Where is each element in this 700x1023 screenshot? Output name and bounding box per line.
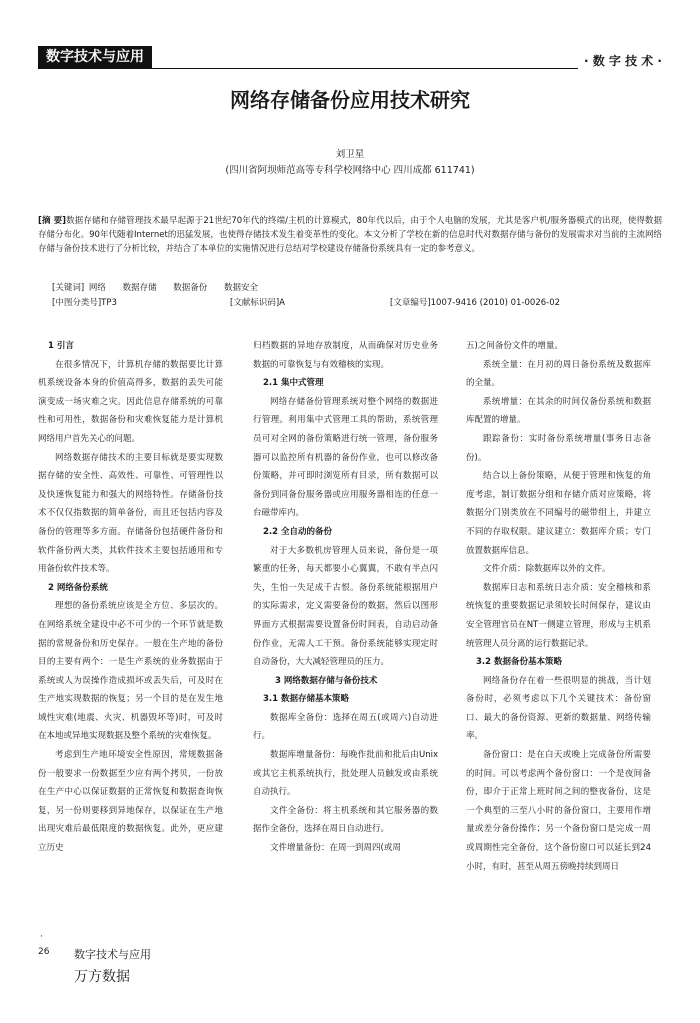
paragraph: 在很多情况下，计算机存储的数据要比计算机系统设备本身的价值高得多，数据的丢失可能演变成一场灾难之灾。因此信息存储系统的可靠性和可用性，数据备份和灾难恢复能力是计算机网络用户首先关心的问题。 [38,359,223,444]
subsection-heading: 2.2 全自动的备份 [263,526,333,537]
column-1 [38,337,223,937]
paragraph: 结合以上备份策略，从便于管理和恢复的角度考虑，制订数据分组和存储介质对应策略，将数据分门别类放在不同编号的磁带组上，并建立不同的存取权限。建议建立：数据库介质；专门放置数据库信息。 [466,471,651,556]
affiliation: (四川省阿坝师范高等专科学校网络中心 四川成都 611741) [225,165,475,176]
section-tag: 数字技术与应用 [38,46,152,68]
page-number: 26 [38,947,50,957]
section-heading: 1 引言 [48,341,74,351]
section-heading: 2 网络备份系统 [48,582,108,593]
paragraph: 系统全量：在月初的周日备份系统及数据库的全量。 [466,359,651,389]
column-3 [466,337,651,937]
paragraph: 文件全备份：将主机系统和其它服务器的数据作全备份，选择在周日自动进行。 [253,805,438,835]
paragraph: 数据库增量备份：每晚作批前和批后由Unix或其它主机系统执行，批处理人员触发或由系统自动执行。 [253,750,438,798]
paragraph: 五)之间备份文件的增量。 [466,341,563,351]
paragraph: 考虑到生产地环境安全性原因，常规数据备份一般要求一份数据至少应有两个拷贝，一份放在生产中心以保证数据的正常恢复和数据查询恢复，另一份则要移到异地保存，以保证在生产地出现灾难后最低限度的数据恢复。此外，更应建立历史 [38,750,223,854]
paragraph: 网络数据存储技术的主要目标就是要实现数据存储的安全性、高效性、可靠性、可管理性以及快速恢复能力和强大的网络特性。存储备份技术不仅仅指数据的简单备份，而且还包括内容及备份的管理等多方面。存储备份包括硬件备份和软件备份两大类，其软件技术主要包括通用和专用备份软件技术等。 [38,452,223,575]
footer-dot: · [40,932,43,942]
abstract [38,214,662,256]
paragraph: 归档数据的异地存放制度，从而确保对历史业务数据的可靠恢复与有效稽核的实现。 [253,341,438,370]
paragraph: 数据库日志和系统日志介质：安全稽核和系统恢复的重要数据记录须较长时间保存，建议由安全管理官员在NT一侧建立管理，形成与主机系统管理人员分离的运行数据记录。 [466,582,651,649]
section-heading: 3 网络数据存储与备份技术 [275,675,378,686]
keyword: 数据安全 [224,283,259,293]
article-title: 网络存储备份应用技术研究 [230,88,470,112]
paragraph: 文件介质：除数据库以外的文件。 [483,564,611,575]
paragraph: 文件增量备份：在周一到周四(或周 [270,843,401,854]
paragraph: 网络备份存在着一些很明显的挑战，当计划备份时，必须考虑以下几个关键技术：备份窗口、最大的备份资源、更新的数据量、网络传输率。 [466,675,651,742]
footer-watermark: 万方数据 [74,969,130,985]
subsection-heading: 3.1 数据存储基本策略 [263,694,350,705]
paragraph: 系统增量：在其余的时间仅备份系统和数据库配置的增量。 [466,396,651,426]
keywords [52,281,272,293]
paragraph: 数据库全备份：选择在周五(或周六)自动进行。 [253,712,438,742]
article-number: [文章编号]1007-9416 (2010) 01-0026-02 [390,298,561,308]
footer-journal-name: 数字技术与应用 [74,948,151,961]
paragraph: 理想的备份系统应该是全方位、多层次的。在网络系统全建设中必不可少的一个环节就是数据的常规备份和历史保存。一般在生产地的备份目的主要有两个：一是生产系统的业务数据由于系统或人为误操作造成损坏或丢失后，可及时在生产地实现数据的恢复；另一个目的是在发生地域性灾难(地震、火灾、机器毁坏等)时，可及时在本地或异地实现数据及整个系统的灾难恢复。 [38,601,223,742]
clc-number: [中图分类号]TP3 [52,298,117,308]
paragraph: 网络存储备份管理系统对整个网络的数据进行管理。利用集中式管理工具的帮助，系统管理员可对全网的备份策略进行统一管理，备份服务器可以监控所有机器的备份作业，也可以修改备份策略，并可即时浏览所有目录，所有数据可以备份到同备份服务器或应用服务器相连的任意一台磁带库内。 [253,396,438,519]
abstract-label: [摘 要] [38,216,67,226]
keyword: 网络 [88,283,106,293]
column-2 [253,337,438,937]
paragraph: 备份窗口：是在白天或晚上完成备份所需要的时间。可以考虑两个备份窗口：一个是夜间备份，即介于正常上班时间之间的整夜备份，这是一个典型的三至八小时的备份窗口，主要用作增量或差分备份操作；另一个备份窗口是完成一周或周期性完全备份，这个备份窗口可以延长到24小时，有时，甚至从周五傍晚持续到周日 [466,750,651,872]
subsection-heading: 3.2 数据备份基本策略 [476,657,563,668]
subsection-heading: 2.1 集中式管理 [263,378,324,389]
keywords-label: [关键词] [52,283,85,293]
abstract-text: 数据存储和存储管理技术最早起源于21世纪70年代的终端/主机的计算模式，80年代以后，由于个人电脑的发展，尤其是客户机/服务器模式的出现，使得数据存储分布化。90年代随着Internet的迅猛发展，也使得存储技术发生着变革性的变化。本文分析了学校在新的信息时代对数据存储与备份的发展需求对当前的主流网络存储与备份技术进行了分析比较，并结合了本单位的实施情况进行总结对学校建设存储备份系统具有一定的参考意义。 [38,216,662,254]
header-section-label: · 数 字 技 术 · [578,52,662,69]
author: 刘卫星 [335,149,365,160]
keyword: 数据备份 [173,283,208,293]
keyword: 数据存储 [122,283,157,293]
document-code: [文献标识码]A [230,298,285,308]
paragraph: 跟踪备份：实时备份系统增量(事务日志备份)。 [466,433,651,463]
paragraph: 对于大多数机房管理人员来说，备份是一项繁重的任务，每天都要小心翼翼，不敢有半点闪失，生怕一失足成千古恨。备份系统能根据用户的实际需求，定义需要备份的数据，然后以图形界面方式根据需要设置备份时间表，自动启动备份作业，无需人工干预。备份系统能够实现定时自动备份，大大减轻管理员的压力。 [253,545,438,668]
header-rule [38,68,662,69]
